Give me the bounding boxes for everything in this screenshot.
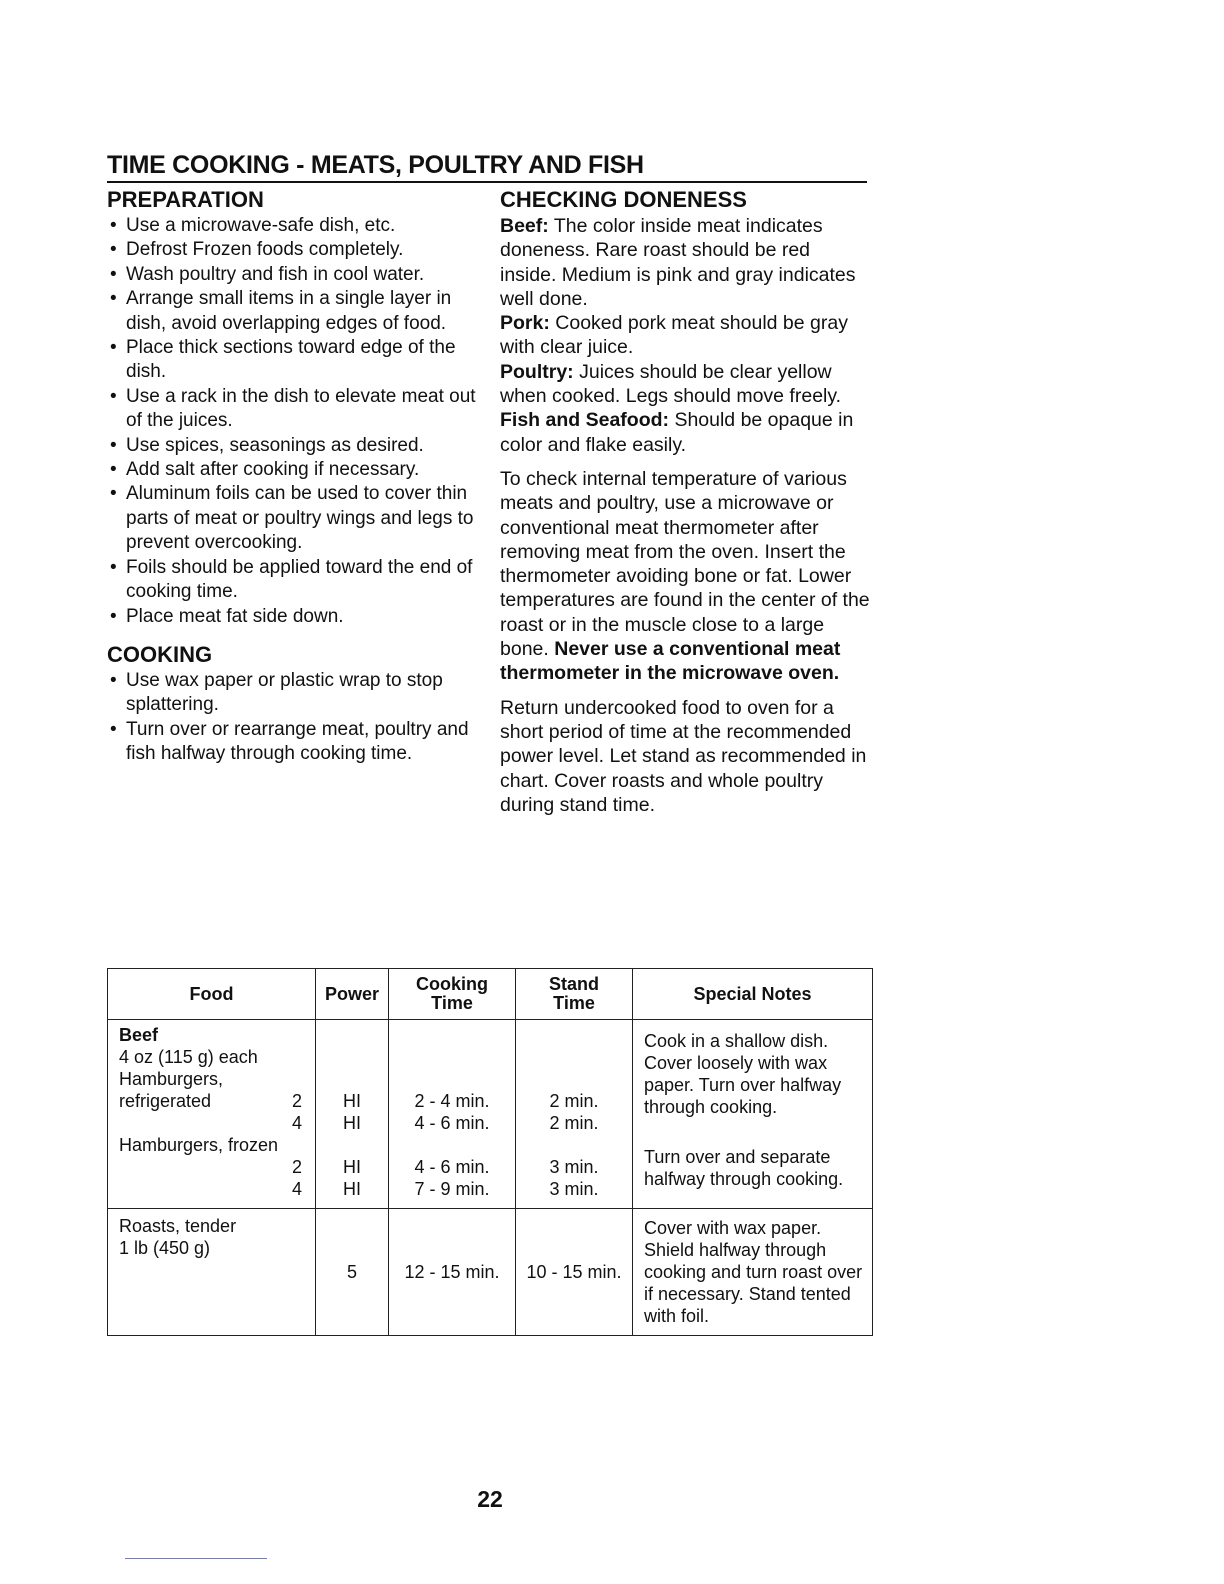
food-cell [108, 1020, 316, 1209]
beef-text: The color inside meat indicates doneness. Rare roast should be red inside. Medium is pink and gray indicates well done. [500, 215, 856, 310]
pork-label: Pork: [500, 312, 550, 335]
right-column [500, 186, 870, 817]
stand-time-value: 3 min. [549, 1179, 599, 1199]
cooking-time-value: 2 - 4 min. [414, 1091, 490, 1111]
frozen-label: Hamburgers, frozen [119, 1135, 279, 1155]
quantity: 2 [291, 1091, 302, 1111]
notes-cell [633, 1209, 873, 1336]
stand-time-value: 10 - 15 min. [526, 1262, 622, 1282]
cooking-time-value: 12 - 15 min. [404, 1262, 500, 1282]
list-item: • Arrange small items in a single layer in dish, avoid overlapping edges of food. [107, 287, 482, 336]
stand-time-value: 3 min. [549, 1157, 599, 1177]
power-value: HI [343, 1091, 361, 1111]
roast-food: Roasts, tender [119, 1216, 237, 1236]
header-food: Food [108, 969, 316, 1020]
notes-cell [633, 1020, 873, 1209]
list-item: • Use a rack in the dish to elevate meat out of the juices. [107, 385, 482, 434]
hamburgers-label: Hamburgers, [119, 1069, 224, 1089]
header-special-notes: Special Notes [633, 969, 873, 1020]
power-value: HI [343, 1157, 361, 1177]
fish-label: Fish and Seafood: [500, 409, 670, 432]
quantity: 4 [291, 1179, 302, 1199]
power-value: HI [343, 1179, 361, 1199]
fish-text: Should be opaque in color and flake easily. [500, 409, 854, 456]
refrigerated-label: refrigerated [119, 1091, 212, 1111]
cooking-time-cell [389, 1020, 516, 1209]
poultry-text: Juices should be clear yellow when cooked. Legs should move freely. [500, 360, 842, 408]
quantity: 4 [291, 1113, 302, 1133]
note-frozen: Turn over and separate halfway through cooking. [644, 1147, 844, 1189]
list-item: • Defrost Frozen foods completely. [107, 238, 482, 262]
beef-weight: 4 oz (115 g) each [119, 1047, 258, 1067]
preparation-heading: PREPARATION [107, 187, 264, 212]
power-value: HI [343, 1113, 361, 1133]
power-value: 5 [346, 1262, 357, 1282]
stand-time-value: 2 min. [549, 1113, 599, 1133]
cooking-heading: COOKING [107, 641, 213, 667]
header-cooking-time: Cooking Time [389, 969, 516, 1020]
doneness-paragraph [500, 214, 870, 457]
food-cell [108, 1209, 316, 1336]
thermometer-warning: Never use a conventional meat thermometer in the microwave oven. [500, 638, 841, 685]
stand-time-cell [516, 1209, 633, 1336]
thermometer-text: To check internal temperature of various meats and poultry, use a microwave or conventional meat thermometer after removing meat from the oven. Insert the thermometer avoiding bone or fat. Lower temperatures are found in the center of the roast or in the muscle close to a large bone. [500, 467, 870, 661]
footer-rule [125, 1558, 267, 1559]
list-item: • Place meat fat side down. [107, 605, 482, 629]
quantity: 2 [291, 1157, 302, 1177]
list-item: • Add salt after cooking if necessary. [107, 458, 482, 482]
stand-time-value: 2 min. [549, 1091, 599, 1111]
doneness-heading: CHECKING DONENESS [500, 187, 747, 212]
table-header-row [108, 969, 873, 1020]
list-item: • Foils should be applied toward the end of cooking time. [107, 556, 482, 605]
table-row [108, 1020, 873, 1209]
header-power: Power [316, 969, 389, 1020]
cooking-chart [107, 968, 873, 1336]
cooking-time-value: 4 - 6 min. [414, 1157, 490, 1177]
list-item: • Use spices, seasonings as desired. [107, 434, 482, 458]
beef-label: Beef: [500, 215, 549, 237]
list-item: • Use wax paper or plastic wrap to stop splattering. [107, 669, 482, 718]
cooking-time-value: 7 - 9 min. [414, 1179, 490, 1199]
list-item: • Place thick sections toward edge of the dish. [107, 336, 482, 385]
table-row [108, 1209, 873, 1336]
left-column [107, 186, 482, 767]
roast-weight: 1 lb (450 g) [119, 1238, 211, 1258]
list-item: • Use a microwave-safe dish, etc. [107, 214, 482, 238]
preparation-list [107, 214, 482, 629]
return-paragraph: Return undercooked food to oven for a short period of time at the recommended power level. Let stand as recommended in chart. Cover roasts and whole poultry during stand time. [500, 696, 867, 816]
cooking-time-value: 4 - 6 min. [414, 1113, 490, 1133]
stand-time-cell [516, 1020, 633, 1209]
page-title: TIME COOKING - MEATS, POULTRY AND FISH [107, 150, 867, 183]
thermometer-paragraph [500, 467, 870, 686]
pork-text: Cooked pork meat should be gray with clear juice. [500, 312, 848, 359]
list-item: • Wash poultry and fish in cool water. [107, 263, 482, 287]
cooking-list [107, 669, 482, 767]
list-item: • Turn over or rearrange meat, poultry and fish halfway through cooking time. [107, 718, 482, 767]
cooking-time-cell [389, 1209, 516, 1336]
note-roast: Cover with wax paper. Shield halfway through cooking and turn roast over if necessary. Stand tented with foil. [644, 1218, 863, 1326]
beef-category: Beef [119, 1025, 159, 1045]
header-stand-time: Stand Time [516, 969, 633, 1020]
list-item: • Aluminum foils can be used to cover thin parts of meat or poultry wings and legs to prevent overcooking. [107, 482, 482, 555]
poultry-label: Poultry: [500, 360, 574, 383]
note-refrigerated: Cook in a shallow dish. Cover loosely with wax paper. Turn over halfway through cooking. [644, 1031, 842, 1117]
page-number: 22 [477, 1486, 503, 1512]
power-cell [316, 1209, 389, 1336]
power-cell [316, 1020, 389, 1209]
